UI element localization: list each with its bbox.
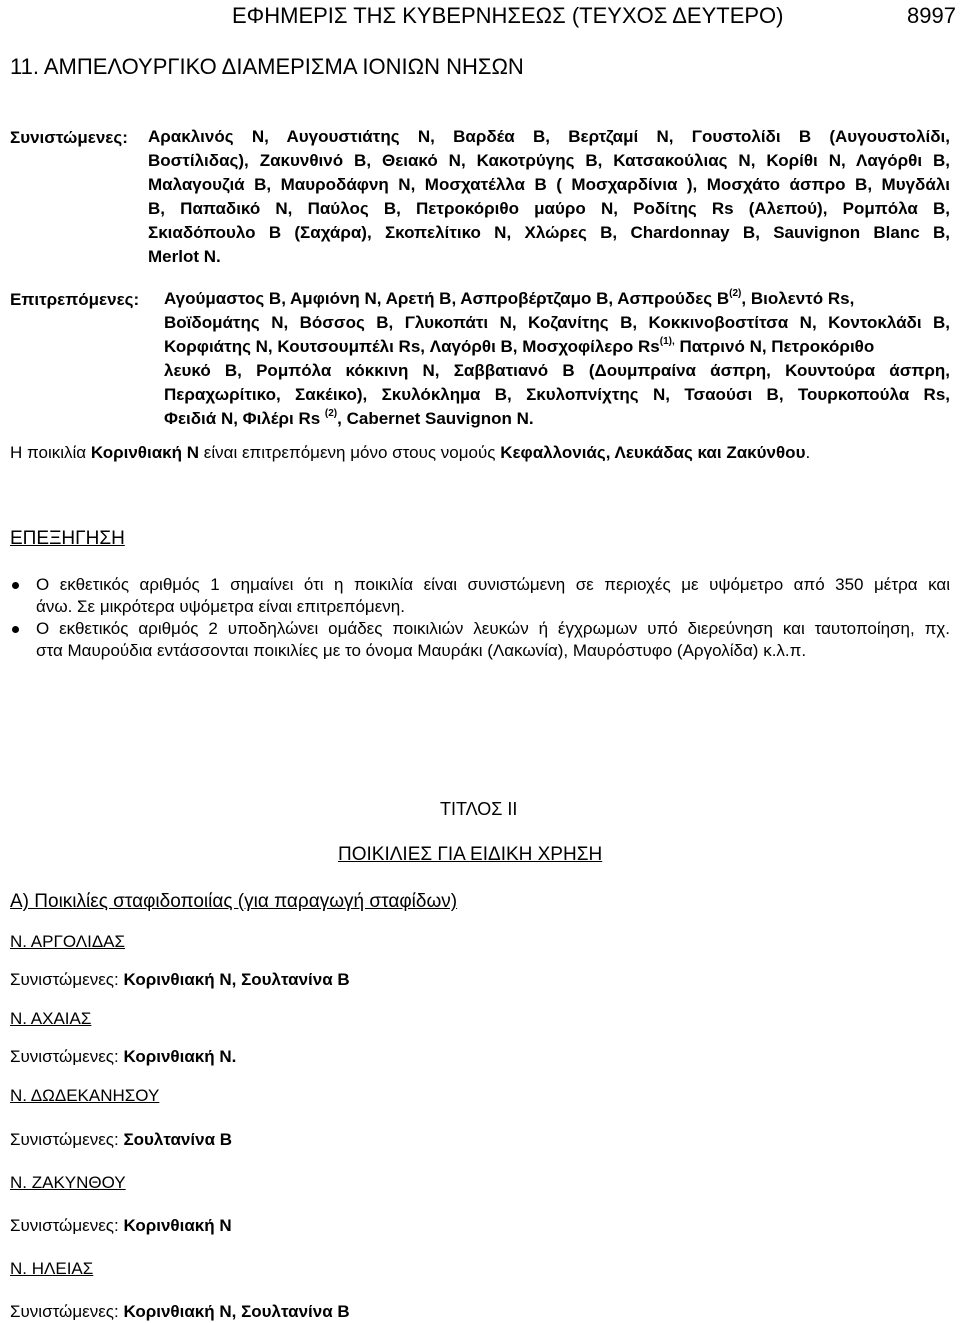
prefecture-ileias-varieties: Συνιστώμενες: Κορινθιακή Ν, Σουλτανίνα Β	[10, 1302, 350, 1321]
recommended-line-1: Αρακλινός Ν, Αυγουστιάτης Ν, Βαρδέα Β, Βερτζαμί Ν, Γουστολίδι Β (Αυγουστολίδι,	[148, 127, 950, 146]
title-ii-subheading: ΠΟΙΚΙΛΙΕΣ ΓΙΑ ΕΙΔΙΚΗ ΧΡΗΣΗ	[338, 844, 603, 865]
section-a-heading: Α) Ποικιλίες σταφιδοποιίας (για παραγωγή σταφίδων)	[10, 891, 458, 912]
recommended-label: Συνιστώμενες:	[10, 128, 128, 147]
recommended-line-5: Σκιαδόπουλο Β (Σαχάρα), Σκοπελίτικο Ν, Χλώρες Β, Chardonnay B, Sauvignon Blanc B,	[148, 223, 950, 242]
explanation-heading: ΕΠΕΞΗΓΗΣΗ	[10, 528, 125, 549]
section-heading: 11. ΑΜΠΕΛΟΥΡΓΙΚΟ ΔΙΑΜΕΡΙΣΜΑ ΙΟΝΙΩΝ ΝΗΣΩΝ	[10, 54, 524, 79]
permitted-line-4: λευκό Β, Ρομπόλα κόκκινη Ν, Σαββατιανό Β (Δουμπραίνα άσπρη, Κουντούρα άσπρη,	[164, 361, 950, 380]
title-ii-heading: ΤΙΤΛΟΣ ΙΙ	[440, 799, 518, 819]
permitted-line-6: Φειδιά Ν, Φιλέρι Rs $^{(2)}$, Cabernet Sauvignon N.	[164, 408, 534, 428]
prefecture-argolidas: Ν. ΑΡΓΟΛΙΔΑΣ	[10, 932, 126, 951]
recommended-line-2: Βοστίλιδας), Ζακυνθινό Β, Θειακό Ν, Κακοτρύγης Β, Κατσακούλιας Ν, Κορίθι Ν, Λαγόρθι Β,	[148, 151, 950, 170]
page-header-title: ΕΦΗΜΕΡΙΣ ΤΗΣ ΚΥΒΕΡΝΗΣΕΩΣ (ΤΕΥΧΟΣ ΔΕΥΤΕΡΟ)	[232, 3, 784, 28]
explanation-bullet-2-line-1: Ο εκθετικός αριθμός 2 υποδηλώνει ομάδες ποικιλιών λευκών ή έγχρωμων υπό διερεύνηση και ταυτοποίηση, πχ.	[36, 619, 950, 638]
footnote-2b: (2)	[324, 408, 338, 419]
recommended-line-3: Μαλαγουζιά Β, Μαυροδάφνη Ν, Μοσχατέλλα Β ( Μοσχαρδίνια ), Μοσχάτο άσπρο Β, Μυγδάλι	[148, 175, 950, 194]
prefecture-argolidas-varieties: Συνιστώμενες: Κορινθιακή Ν, Σουλτανίνα Β	[10, 970, 350, 989]
footnote-1: (1),	[659, 336, 675, 347]
permitted-line-3: Κορφιάτης Ν, Κουτσουμπέλι Rs, Λαγόρθι Β, Μοσχοφίλερο $Rs^{(1),}$ Πατρινό Ν, Πετροκόριθο	[164, 336, 875, 356]
kefalonia-note: Η ποικιλία Κορινθιακή Ν είναι επιτρεπόμενη μόνο στους νομούς Κεφαλλονιάς, Λευκάδας και Ζακύνθου.	[10, 443, 811, 462]
explanation-bullet-1-line-1: Ο εκθετικός αριθμός 1 σημαίνει ότι η ποικιλία είναι συνιστώμενη σε περιοχές με υψόμετρο από 350 μέτρα και	[36, 575, 950, 594]
recommended-line-4: Β, Παπαδικό Ν, Παύλος Β, Πετροκόριθο μαύρο Ν, Ροδίτης Rs (Αλεπού), Ρομπόλα Β,	[148, 199, 950, 218]
page-number: 8997	[907, 3, 956, 28]
permitted-line-2: Βοϊδομάτης Ν, Βόσσος Β, Γλυκοπάτι Ν, Κοζανίτης Β, Κοκκινοβοστίτσα Ν, Κοντοκλάδι Β,	[164, 313, 950, 332]
explanation-bullet-1-line-2: άνω. Σε μικρότερα υψόμετρα είναι επιτρεπόμενη.	[36, 597, 405, 616]
footnote-2: (2)	[729, 288, 742, 299]
explanation-bullet-2-line-2: στα Μαυρούδια εντάσσονται ποικιλίες με το όνομα Μαυράκι (Λακωνία), Μαυρόστυφο (Αργολίδα) κ.λ.π.	[36, 641, 807, 660]
prefecture-ileias: Ν. ΗΛΕΙΑΣ	[10, 1259, 94, 1278]
bullet-2	[12, 626, 19, 633]
prefecture-dodekanisou-varieties: Συνιστώμενες: Σουλτανίνα Β	[10, 1130, 233, 1149]
permitted-line-5: Περαχωρίτικο, Σακέικο), Σκυλόκληµα Β, Σκυλοπνίχτης Ν, Τσαούσι Β, Τουρκοπούλα Rs,	[164, 385, 950, 404]
permitted-label: Επιτρεπόμενες:	[10, 290, 140, 309]
recommended-line-6: Merlot N.	[148, 247, 221, 266]
bullet-1	[12, 582, 19, 589]
prefecture-dodekanisou: Ν. ΔΩΔΕΚΑΝΗΣΟΥ	[10, 1086, 160, 1105]
prefecture-zakynthou-varieties: Συνιστώμενες: Κορινθιακή Ν	[10, 1216, 232, 1235]
prefecture-achaias-varieties: Συνιστώμενες: Κορινθιακή Ν.	[10, 1047, 237, 1066]
prefecture-achaias: Ν. ΑΧΑΙΑΣ	[10, 1009, 92, 1028]
permitted-line-1	[164, 288, 950, 310]
prefecture-zakynthou: Ν. ΖΑΚΥΝΘΟΥ	[10, 1173, 126, 1192]
permitted-line-1-text: Αγούμαστος Β, Αμφιόνη Ν, Αρετή Β, Ασπροβέρτζαμο Β, Ασπρούδες $B^{(2)}$, Βιολεντό Rs,	[164, 288, 855, 308]
